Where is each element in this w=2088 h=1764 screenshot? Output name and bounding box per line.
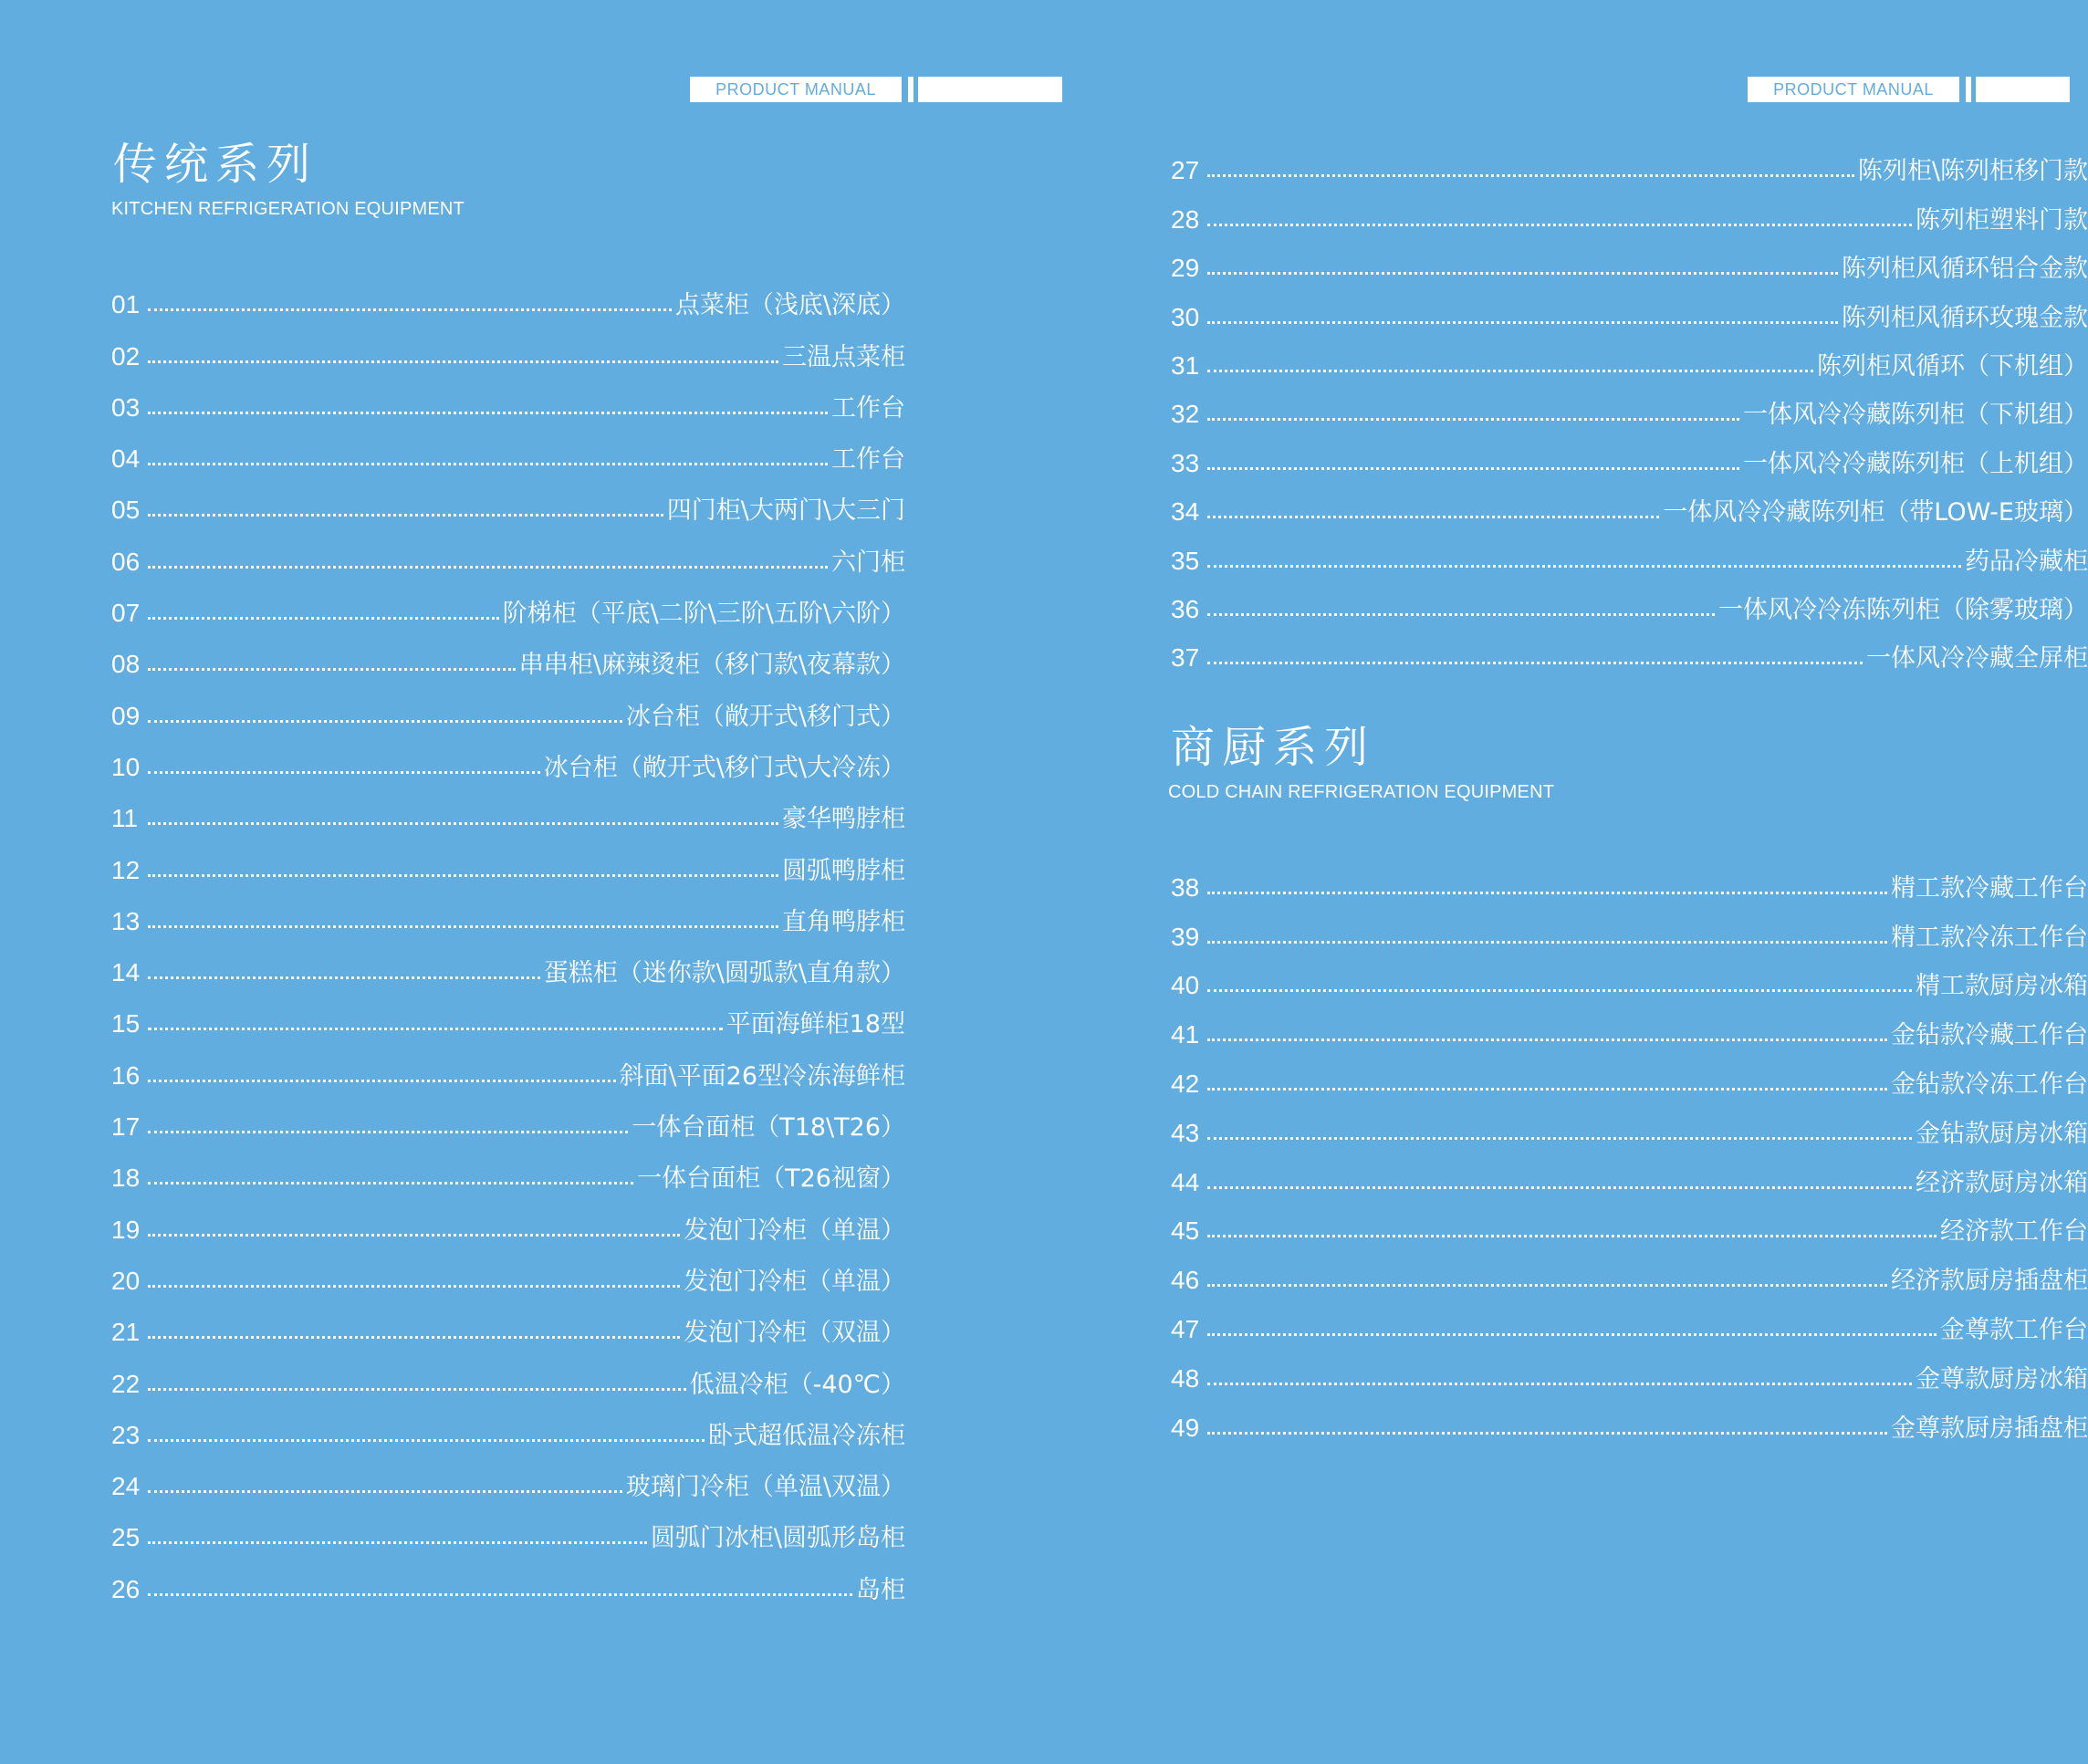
toc-entry-label: 金尊款厨房插盘柜 (1891, 1414, 2088, 1443)
toc-entry-number: 43 (1171, 1118, 1200, 1147)
toc-entry-number: 40 (1171, 971, 1200, 1000)
toc-entry-number: 27 (1171, 156, 1200, 185)
toc-entry-label: 经济款工作台 (1940, 1217, 2088, 1247)
toc-entry-label: 金尊款工作台 (1940, 1315, 2088, 1344)
toc-dot-leader (148, 720, 622, 723)
toc-entry[interactable] (1171, 950, 2088, 999)
toc-dot-leader (1207, 989, 1912, 992)
toc-entry[interactable] (1171, 1392, 2088, 1441)
toc-entry-number: 01 (111, 290, 141, 319)
toc-entry[interactable] (111, 421, 905, 475)
toc-entry[interactable] (111, 575, 905, 629)
toc-entry-number: 05 (111, 496, 141, 525)
toc-entry-label: 工作台 (831, 393, 905, 423)
toc-entry-label: 药品冷藏柜 (1965, 547, 2088, 576)
toc-entry[interactable] (1171, 901, 2088, 950)
toc-entry[interactable] (111, 370, 905, 421)
toc-dot-leader (1207, 1088, 1887, 1091)
toc-entry[interactable] (1171, 1195, 2088, 1245)
toc-entry[interactable] (1171, 379, 2088, 430)
toc-entry-number: 38 (1171, 872, 1200, 902)
toc-entry-number: 39 (1171, 922, 1200, 951)
toc-entry-label: 金尊款厨房冰箱 (1916, 1364, 2088, 1393)
toc-entry[interactable] (1171, 1097, 2088, 1146)
toc-entry-number: 24 (111, 1472, 141, 1501)
toc-entry-number: 35 (1171, 546, 1200, 575)
toc-entry-label: 陈列柜风循环（下机组） (1817, 351, 2088, 381)
toc-entry[interactable] (111, 318, 905, 369)
toc-dot-leader (148, 1336, 680, 1339)
toc-entry[interactable] (1171, 281, 2088, 332)
toc-entry-number: 06 (111, 547, 141, 576)
toc-entry[interactable] (111, 1191, 905, 1245)
toc-dot-leader (1207, 1333, 1937, 1336)
toc-entry[interactable] (1171, 135, 2088, 186)
tag-accent-bar-right (1976, 77, 2070, 102)
toc-dot-leader (1207, 1432, 1887, 1435)
toc-entry-label: 陈列柜风循环铝合金款 (1842, 255, 2088, 284)
toc-entry-number: 04 (111, 444, 141, 474)
toc-entry[interactable] (111, 780, 905, 834)
toc-entry-number: 34 (1171, 497, 1200, 527)
toc-entry-number: 29 (1171, 254, 1200, 283)
toc-entry-label: 玻璃门冷柜（单温\双温） (625, 1473, 905, 1502)
toc-entry-number: 46 (1171, 1266, 1200, 1295)
toc-entry[interactable] (1171, 233, 2088, 284)
section-title-traditional: 传统系列 (113, 139, 318, 190)
toc-entry[interactable] (1171, 330, 2088, 379)
toc-entry-label: 点菜柜（浅底\深底） (674, 291, 905, 320)
toc-entry-number: 03 (111, 392, 141, 422)
toc-dot-leader (1207, 1186, 1912, 1189)
toc-entry[interactable] (1171, 998, 2088, 1048)
toc-entry-number: 20 (111, 1266, 141, 1295)
toc-dot-leader (148, 1131, 628, 1133)
toc-dot-leader (148, 1490, 622, 1493)
toc-entry-label: 陈列柜风循环玫瑰金款 (1842, 303, 2088, 332)
toc-entry[interactable] (111, 266, 905, 318)
toc-entry[interactable] (111, 934, 905, 986)
toc-entry-label: 一体风冷冷冻陈列柜（除雾玻璃） (1718, 595, 2088, 624)
toc-entry[interactable] (111, 729, 905, 780)
toc-entry[interactable] (1171, 1146, 2088, 1195)
toc-dot-leader (1207, 565, 1961, 568)
toc-entry-number: 36 (1171, 594, 1200, 623)
toc-entry-label: 精工款冷冻工作台 (1891, 923, 2088, 952)
toc-entry-number: 48 (1171, 1363, 1200, 1393)
toc-entry-label: 冰台柜（敞开式\移门式） (625, 702, 905, 731)
toc-entry-number: 14 (111, 958, 141, 987)
toc-entry-number: 26 (111, 1574, 141, 1603)
toc-entry-number: 02 (111, 341, 141, 371)
toc-dot-leader (148, 1234, 680, 1237)
toc-entry-label: 平面海鲜柜18型 (726, 1010, 905, 1039)
toc-dot-leader (148, 1182, 633, 1185)
toc-dot-leader (1207, 272, 1838, 275)
toc-entry-label: 串串柜\麻辣烫柜（移门款\夜幕款） (518, 651, 905, 680)
tag-divider-bar-right (1966, 77, 1971, 102)
left-page (0, 0, 1035, 1764)
toc-entry-label: 发泡门冷柜（单温） (684, 1267, 905, 1296)
product-manual-tag: PRODUCT MANUAL (690, 77, 902, 102)
toc-dot-leader (148, 1028, 723, 1030)
toc-entry-label: 工作台 (831, 445, 905, 475)
toc-entry-label: 一体风冷冷藏全屏柜 (1866, 644, 2088, 673)
toc-entry-label: 精工款冷藏工作台 (1891, 873, 2088, 903)
toc-dot-leader (148, 463, 828, 465)
tag-divider-bar (908, 77, 914, 102)
toc-entry-number: 10 (111, 752, 141, 781)
toc-entry-label: 斜面\平面26型冷冻海鲜柜 (619, 1061, 905, 1091)
toc-dot-leader (1207, 467, 1739, 470)
toc-dot-leader (1207, 174, 1854, 177)
toc-entry[interactable] (111, 1397, 905, 1448)
toc-dot-leader (1207, 941, 1887, 944)
toc-entry-label: 经济款厨房冰箱 (1916, 1168, 2088, 1197)
toc-entry-number: 28 (1171, 204, 1200, 234)
toc-dot-leader (148, 771, 540, 774)
toc-entry-label: 陈列柜\陈列柜移门款 (1857, 157, 2088, 186)
toc-entry-label: 一体风冷冷藏陈列柜（带LOW-E玻璃） (1663, 498, 2088, 527)
toc-entry[interactable] (111, 1448, 905, 1502)
toc-entry-number: 13 (111, 906, 141, 935)
toc-entry-number: 22 (111, 1369, 141, 1398)
toc-dot-leader (1207, 662, 1863, 664)
toc-entry-label: 圆弧门冰柜\圆弧形岛柜 (650, 1524, 905, 1553)
toc-entry-label: 阶梯柜（平底\二阶\三阶\五阶\六阶） (502, 600, 905, 629)
toc-entry[interactable] (1171, 525, 2088, 576)
toc-dot-leader (148, 1080, 616, 1082)
toc-entry[interactable] (1171, 183, 2088, 235)
toc-entry-label: 直角鸭脖柜 (782, 907, 905, 936)
toc-dot-leader (148, 617, 499, 620)
toc-entry-number: 17 (111, 1112, 141, 1142)
toc-entry-number: 45 (1171, 1216, 1200, 1246)
toc-entry-number: 12 (111, 855, 141, 884)
toc-entry-number: 23 (111, 1420, 141, 1449)
toc-entry[interactable] (111, 1243, 905, 1294)
toc-dot-leader (1207, 1235, 1937, 1237)
toc-entry[interactable] (111, 1294, 905, 1348)
toc-entry-number: 44 (1171, 1167, 1200, 1196)
toc-list-left (111, 266, 905, 1602)
toc-entry-number: 21 (111, 1318, 141, 1347)
toc-dot-leader (148, 976, 540, 979)
toc-dot-leader (148, 925, 778, 928)
toc-entry-label: 陈列柜塑料门款 (1916, 205, 2088, 235)
toc-entry[interactable] (111, 883, 905, 934)
toc-entry-number: 30 (1171, 302, 1200, 331)
toc-entry[interactable] (1171, 1342, 2088, 1392)
section-subtitle-kitchen: KITCHEN REFRIGERATION EQUIPMENT (111, 199, 465, 219)
toc-dot-leader (148, 1593, 852, 1596)
section-subtitle-cold-chain: COLD CHAIN REFRIGERATION EQUIPMENT (1168, 782, 1555, 802)
toc-entry-label: 六门柜 (831, 548, 905, 577)
toc-dot-leader (148, 668, 516, 671)
toc-dot-leader (1207, 1039, 1887, 1041)
toc-entry[interactable] (111, 523, 905, 577)
toc-entry-label: 三温点菜柜 (782, 342, 905, 371)
toc-dot-leader (148, 308, 672, 311)
toc-entry-label: 蛋糕柜（迷你款\圆弧款\直角款） (543, 959, 905, 988)
toc-entry-number: 47 (1171, 1314, 1200, 1343)
toc-entry-label: 金钻款冷冻工作台 (1891, 1070, 2088, 1099)
toc-entry[interactable] (111, 1089, 905, 1143)
toc-entry-label: 经济款厨房插盘柜 (1891, 1267, 2088, 1296)
toc-entry-number: 08 (111, 650, 141, 679)
toc-entry-label: 低温冷柜（-40℃） (689, 1370, 905, 1399)
toc-dot-leader (148, 874, 778, 877)
toc-dot-leader (148, 514, 663, 517)
toc-entry[interactable] (111, 626, 905, 680)
toc-entry-label: 圆弧鸭脖柜 (782, 856, 905, 885)
toc-entry-number: 37 (1171, 643, 1200, 673)
toc-dot-leader (1207, 1137, 1912, 1140)
toc-entry[interactable] (111, 831, 905, 885)
toc-entry[interactable] (111, 677, 905, 731)
toc-entry[interactable] (111, 986, 905, 1037)
toc-entry-label: 发泡门冷柜（双温） (684, 1319, 905, 1348)
toc-entry[interactable] (1171, 1244, 2088, 1296)
toc-entry-number: 19 (111, 1215, 141, 1244)
toc-entry[interactable] (111, 472, 905, 526)
toc-entry-number: 11 (111, 804, 139, 833)
toc-dot-leader (148, 1388, 686, 1391)
product-manual-tag-right: PRODUCT MANUAL (1748, 77, 1959, 102)
toc-entry[interactable] (111, 1037, 905, 1091)
section-title-commercial-kitchen: 商厨系列 (1171, 722, 1376, 773)
toc-entry[interactable] (111, 1140, 905, 1194)
toc-dot-leader (148, 360, 778, 363)
toc-entry-label: 发泡门冷柜（单温） (684, 1216, 905, 1245)
toc-entry-number: 32 (1171, 400, 1200, 429)
toc-dot-leader (1207, 418, 1739, 421)
toc-dot-leader (1207, 516, 1659, 518)
toc-entry-number: 49 (1171, 1413, 1200, 1442)
toc-entry[interactable] (1171, 476, 2088, 525)
toc-dot-leader (1207, 1284, 1887, 1287)
toc-entry[interactable] (111, 1345, 905, 1399)
toc-dot-leader (148, 412, 828, 414)
toc-entry-number: 25 (111, 1523, 141, 1552)
toc-entry-number: 42 (1171, 1069, 1200, 1098)
toc-entry-label: 一体风冷冷藏陈列柜（下机组） (1743, 401, 2088, 430)
toc-entry[interactable] (1171, 622, 2088, 671)
toc-dot-leader (148, 1439, 705, 1442)
toc-dot-leader (148, 1541, 647, 1544)
toc-dot-leader (1207, 892, 1887, 894)
right-page (1035, 0, 2088, 1764)
toc-entry-label: 卧式超低温冷冻柜 (708, 1421, 905, 1450)
toc-entry[interactable] (1171, 1048, 2088, 1097)
toc-entry-number: 33 (1171, 448, 1200, 477)
toc-entry-label: 精工款厨房冰箱 (1916, 972, 2088, 1001)
toc-entry-number: 31 (1171, 350, 1200, 380)
toc-list-right-top (1171, 135, 2088, 671)
toc-entry[interactable] (111, 1550, 905, 1602)
toc-entry-number: 41 (1171, 1020, 1200, 1049)
toc-entry-label: 岛柜 (856, 1575, 905, 1604)
toc-list-right-bottom (1171, 851, 2088, 1441)
toc-entry-label: 金钻款厨房冰箱 (1916, 1119, 2088, 1148)
toc-entry-number: 07 (111, 599, 141, 628)
toc-dot-leader (1207, 370, 1813, 372)
toc-entry-number: 09 (111, 701, 141, 730)
toc-dot-leader (148, 1285, 680, 1288)
toc-dot-leader (1207, 224, 1912, 226)
toc-entry-label: 四门柜\大两门\大三门 (666, 496, 905, 526)
toc-dot-leader (1207, 613, 1715, 616)
toc-entry[interactable] (1171, 574, 2088, 622)
toc-dot-leader (1207, 1383, 1912, 1385)
toc-entry[interactable] (1171, 851, 2088, 901)
toc-entry-number: 18 (111, 1164, 141, 1193)
toc-entry-label: 金钻款冷藏工作台 (1891, 1021, 2088, 1050)
toc-entry[interactable] (1171, 427, 2088, 478)
toc-entry-label: 一体台面柜（T18\T26） (632, 1113, 905, 1143)
toc-entry[interactable] (111, 1499, 905, 1553)
toc-entry-label: 冰台柜（敞开式\移门式\大冷冻） (543, 753, 905, 782)
toc-dot-leader (148, 822, 778, 825)
toc-dot-leader (1207, 321, 1838, 324)
toc-entry-number: 16 (111, 1060, 141, 1090)
toc-entry-number: 15 (111, 1009, 141, 1039)
toc-entry-label: 一体台面柜（T26视窗） (637, 1164, 905, 1194)
toc-entry-label: 豪华鸭脖柜 (782, 805, 905, 834)
toc-entry[interactable] (1171, 1293, 2088, 1342)
toc-dot-leader (148, 566, 828, 569)
toc-entry-label: 一体风冷冷藏陈列柜（上机组） (1743, 449, 2088, 478)
